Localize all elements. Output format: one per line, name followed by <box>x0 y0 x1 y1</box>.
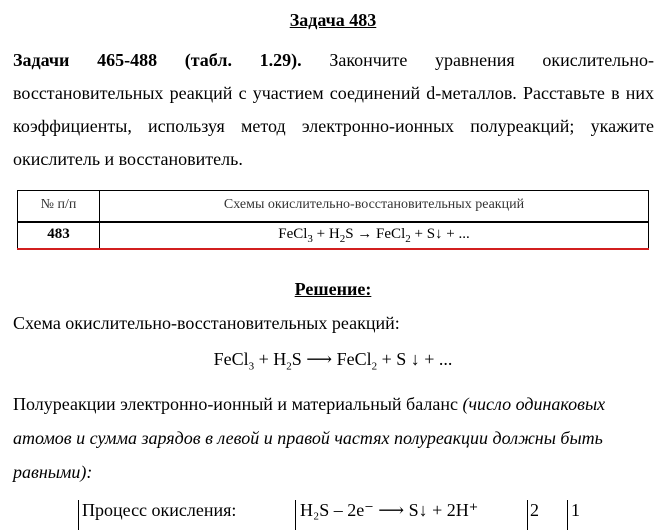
header-number: № п/п <box>40 197 77 212</box>
task-reference: Задачи 465-488 (табл. 1.29). <box>13 50 302 70</box>
scheme-label: Схема окислительно-восстановительных реакций: <box>13 313 400 333</box>
task-text: Закончите уравнения окислительно-восстановительных реакций с участием соединений d-металлов. Расставьте в них коэффициенты, используя метод электронно-ионных полуреакций; укажите окислитель и восстановитель. <box>13 50 654 169</box>
page-title: Задача 483 <box>289 10 377 30</box>
row-number: 483 <box>47 226 70 242</box>
table-underline <box>17 248 649 250</box>
row-scheme: FeCl$_3$ + $H_2S$ → FeCl$_2$ + S↓ + ... <box>278 226 470 245</box>
half-reactions-paragraph: Полуреакции электронно-ионный и материальный баланс (число одинаковых атомов и сумма зарядов в левой и правой частях полуреакции должны быть равными): <box>13 394 606 482</box>
process-electrons: 2 <box>530 500 539 520</box>
table-header-row <box>18 191 648 223</box>
half-reactions-note: (число одинаковых атомов и сумма зарядов в левой и правой частях полуреакции должны быть равными): <box>13 394 606 482</box>
table-row <box>18 223 648 249</box>
reaction-equation: FeCl$_3$ + $H_2S$ ⟶ FeCl$_2$ + S ↓ + ... <box>213 349 453 373</box>
header-scheme: Схемы окислительно-восстановительных реакций <box>223 197 525 212</box>
task-statement <box>13 44 654 176</box>
oxidation-process <box>78 500 638 530</box>
solution-title: Решение: <box>294 279 372 299</box>
process-coefficient: 1 <box>571 500 580 520</box>
process-label: Процесс окисления: <box>82 500 237 520</box>
column-divider <box>99 191 100 249</box>
process-reaction: H₂S – 2e⁻ ⟶ S↓ + 2H⁺ <box>300 500 479 520</box>
reaction-table <box>17 190 649 249</box>
